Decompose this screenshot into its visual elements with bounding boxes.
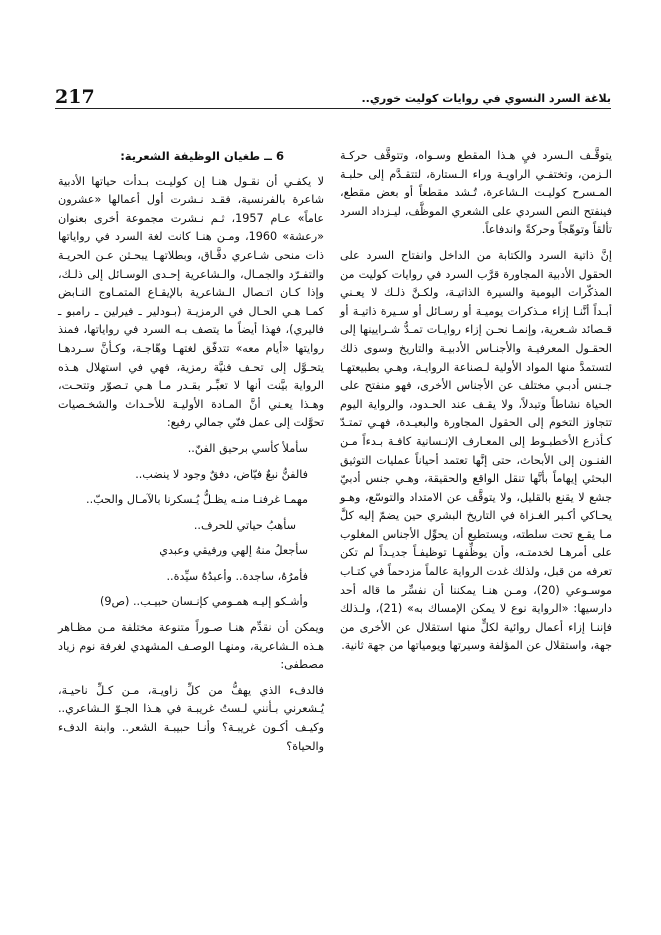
header-divider [55, 108, 611, 109]
poem-line: سأملأ كأسي برحيق الفنّ.. [187, 441, 308, 455]
right-column [340, 147, 612, 663]
poem-line: سأجعلُ منهُ إلهي ورفيقي وعبدي [159, 544, 308, 558]
page-number: 217 [55, 86, 95, 108]
poem-line: مهمـا غرفنـا منـه يظـلُّ يُـسكرنا بالآمـال والحبّ.. [86, 493, 308, 507]
paragraph: يتوقَّـف الـسرد فيِ هـذا المقطع وسـواه، وتتوقَّف حركـة الـزمن، وتختفـي الراويـة وراء الـستارة، لتتقـدَّم إلى حلبـة المـسرح كوليـت الـشاعرة، تُـشد مقطعاً أو بعض مقطع، فينفتح النص السردي على الشعري الموظَّف، ليـزداد السرد تألقاً وتوهّجاً وحركةً واندفاعاً. [340, 149, 612, 237]
page-header [55, 88, 611, 110]
poem-block [58, 440, 324, 612]
left-column [58, 147, 324, 763]
running-title: بلاغة السرد النسوي في روايات كوليت خوري.. [361, 92, 611, 105]
poem-line: وأشـكو إليـه همـومي كإنـسان حبيـب.. (ص9) [100, 595, 308, 609]
paragraph: لا يكفـي أن نقـول هنـا إن كوليـت بـدأت حياتها الأدبية شاعرة بالفرنسية، فقـد نـشرت أول أعمالها «عشرون عاماً» عـام 1957، ثـم نـشرت مجموعة أخرى بعنوان «رعشة» 1960، ومـن هنـا كانت لغة السرد في رواياتها ذات منحى شـاعري دفَّـاق، وبطلاتهـا يبحـثن عـن الحريـة والتفـرّد والجمـال، والـشاعرية إحـدى الوسـائل إلى ذلـك، وإذا كـان اتـصال الـشاعرية بالإيقـاع المتمـاوج النـابض كمـا هـي الحـال في الرمزيـة (بـودلير ـ فيرلين ـ رامبو ـ فاليري)، فهذا أيضاً ما يتصف بـه السرد في رواياتها، فمنذ روايتها «أيام معه» تتدفّق لغتهـا وهّاجـة، وكـأنَّ سـردهـا يتحـوَّل إلى تحـف فنيَّة رمزية، فهي في استهلال هـذه الرواية بيَّنت أنها لا تعبِّـر بقـدر مـا هـي تـصوّر وتتحـت، وهـذا يعـني أنَّ المـادة الأوليـة للأحـداث والشخـصيات تحوَّلت إلى عمل فنّي جمالي رفيع: [58, 174, 325, 430]
quote-paragraph: فالدفء الذي يهفُّ من كلِّ زاويـة، مـن كـلِّ ناحيـة، يُـشعرني بـأنني لـستُ غريبـة في هـذا الجـوّ الـشاعري.. وكيـف أكـون غريبـة؟ وأنـا حبيبـة الشعر.. وابنة الدفء والحياة؟ [58, 683, 324, 753]
paragraph: ويمكن أن نقدِّم هنـا صـوراً متنوعة مختلفة مـن مظـاهر هـذه الـشاعرية، ومنهـا الوصـف المشهدي لغرفة نوم زياد مصطفى: [58, 621, 324, 672]
poem-line: سأهبُ حياتي للحرف.. [193, 518, 296, 532]
poem-line: فالفنُّ نبعٌ فيّاض، دفقٌ وجود لا ينضب.. [135, 467, 308, 481]
section-title: 6 ــ طغيان الوظيفة الشعرية: [120, 149, 284, 163]
paragraph: إنَّ ذاتية السرد والكتابة من الداخل وانفتاح السرد على الحقول الأدبية المجاورة قرَّب السرد في روايات كوليت من المذكّرات اليومية والسيرة الذاتيـة، ولكـنَّ ذلـك لا يعـني أبـداً أنَّنـا إزاء مـذكرات يوميـة أو رسـائل أو سـيرة ذاتيـة أو قـصائد شـعرية، وإنمـا نحـن إزاء روايـات تمـدُّ شـرايينها إلى الحقـول المعرفيـة والأجنـاس الأدبيـة والتاريخ وسوى ذلك لتستمدَّ منها المواد الأولية لـصناعة الروايـة، وهـي بطبيعتهـا جـنس أدبـي مختلف عن الأجناس الأخرى، فهو منفتح على الحياة نشاطاً وتبدلاً، ولا يقـف عند الحـدود، والرواية اليوم تتجاوز التخوم إلى الحقول المجاورة والبعيـدة، فهـي تمتـدّ كـأذرع الأخطبـوط إلى المعـارف الإنـسانية كافـة بـدءاً مـن الفنـون إلى الأبحاث، حتى إنَّها تعتمد أحياناً عمليات التوثيق البحثي إيهاماً بأنَّها تنقل الواقع والحقيقة، وهـي جنس أدبيّ جشع لا يقنع بالقليل، ولا يتوقَّف عن الامتداد والتوسّع، وهـو يحـاكي أكـبر الغـزاة في التاريخ البشري حين يضمّ إليه كلَّ مـا يقـع تحت سلطته، ويستطيع أن يحوِّل الأجناس المغلوب على أمرهـا لخدمتـه، وأن يوظِّفهـا توظيفـاً جديـداً لم تكن تعرفه من قبل، ولذلك غدت الرواية عالماً مزدحماً في كتـاب موسـوعي (20)، ومـن هنـا يمكننا أن نفسِّر ما قاله أحد دارسيها: «الرواية نوع لا يمكن الإمساك به» (21)، ولـذلك فإننـا إزاء أعمال روائية لكلٍّ منها استقلال عن الأخرى من جهة، واستقلال عن المؤلفة وسيرتها ويومياتها من جهة ثانية. [340, 248, 612, 653]
poem-line: فأمرُهُ، ساجدة.. وأعبدُهُ سيِّدة.. [166, 569, 308, 583]
